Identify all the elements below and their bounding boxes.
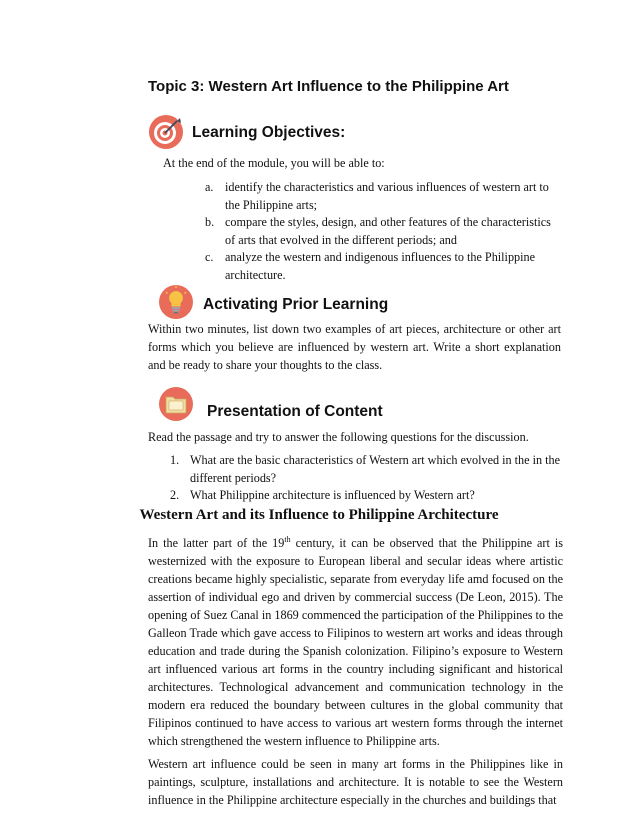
ordinal-suffix: th bbox=[284, 534, 291, 544]
list-marker: a. bbox=[205, 180, 214, 194]
list-marker: 2. bbox=[170, 488, 180, 502]
presentation-intro: Read the passage and try to answer the following questions for the discussion. bbox=[148, 430, 529, 444]
objective-line: identify the characteristics and various influences of western art to bbox=[225, 180, 549, 194]
question-item bbox=[170, 487, 570, 505]
discussion-questions bbox=[170, 452, 570, 505]
objective-line: architecture. bbox=[225, 267, 286, 282]
objective-line: analyze the western and indigenous influences to the Philippine bbox=[225, 250, 536, 264]
lightbulb-icon bbox=[158, 284, 194, 320]
article-p1-text-cont: century, it can be observed that the Philippine art is westernized with the exposure to European liberal and secular ideas where artistic creations became highly specialistic, separate from everyday life amd focused on the assertion of individual ego and driven by commercial success (De Leon, 2015). The opening of Suez Canal in 1869 commenced the participation of the Philippines to the Galleon Trade which gave access to Filipinos to western art works and ideas through education and trade during the Spanish colonization. Filipino’s exposure to Western art influenced various art forms in the country including significant and historical architectures. Technological advancement and communication technology in the modern era reduced the boundary between cultures in the global community that Filipinos continued to have access to various art western forms through the internet which strengthened the western influence to Philippine arts. bbox=[148, 536, 563, 748]
objective-item bbox=[205, 214, 565, 249]
article-p1-text: In the latter part of the 19 bbox=[148, 536, 285, 550]
activating-prior-learning-text: Within two minutes, list down two examples of art pieces, architecture or other art forms which you believe are influenced by western art. Write a short explanation and be ready to share your thoughts to the class. bbox=[148, 322, 561, 372]
list-marker: b. bbox=[205, 215, 215, 229]
list-marker: c. bbox=[205, 250, 214, 264]
question-item bbox=[170, 452, 570, 487]
article-paragraph-1 bbox=[148, 534, 563, 750]
objective-item bbox=[205, 249, 565, 284]
presentation-of-content-heading: Presentation of Content bbox=[207, 403, 383, 420]
folder-icon bbox=[158, 386, 194, 422]
question-line: What Philippine architecture is influenced by Western art? bbox=[190, 488, 475, 502]
question-line: What are the basic characteristics of Western art which evolved in the in the bbox=[190, 453, 561, 467]
target-icon bbox=[148, 114, 184, 150]
question-line: different periods? bbox=[190, 470, 277, 485]
objectives-intro: At the end of the module, you will be able to: bbox=[163, 156, 385, 170]
objective-item bbox=[205, 179, 565, 214]
topic-title: Topic 3: Western Art Influence to the Philippine Art bbox=[148, 78, 509, 95]
objectives-list bbox=[205, 179, 565, 284]
article-title: Western Art and its Influence to Philippine Architecture bbox=[139, 507, 499, 523]
objective-line: compare the styles, design, and other features of the characteristics bbox=[225, 215, 551, 229]
list-marker: 1. bbox=[170, 453, 180, 467]
objective-line: the Philippine arts; bbox=[225, 197, 318, 212]
learning-objectives-heading: Learning Objectives: bbox=[192, 124, 346, 141]
article-paragraph-2: Western art influence could be seen in many art forms in the Philippines like in paintings, sculpture, installations and architecture. It is notable to see the Western influence in the Philippine architecture especially in the churches and buildings that bbox=[148, 757, 563, 807]
objective-line: of arts that evolved in the different periods; and bbox=[225, 232, 457, 247]
activating-prior-learning-heading: Activating Prior Learning bbox=[203, 296, 389, 313]
